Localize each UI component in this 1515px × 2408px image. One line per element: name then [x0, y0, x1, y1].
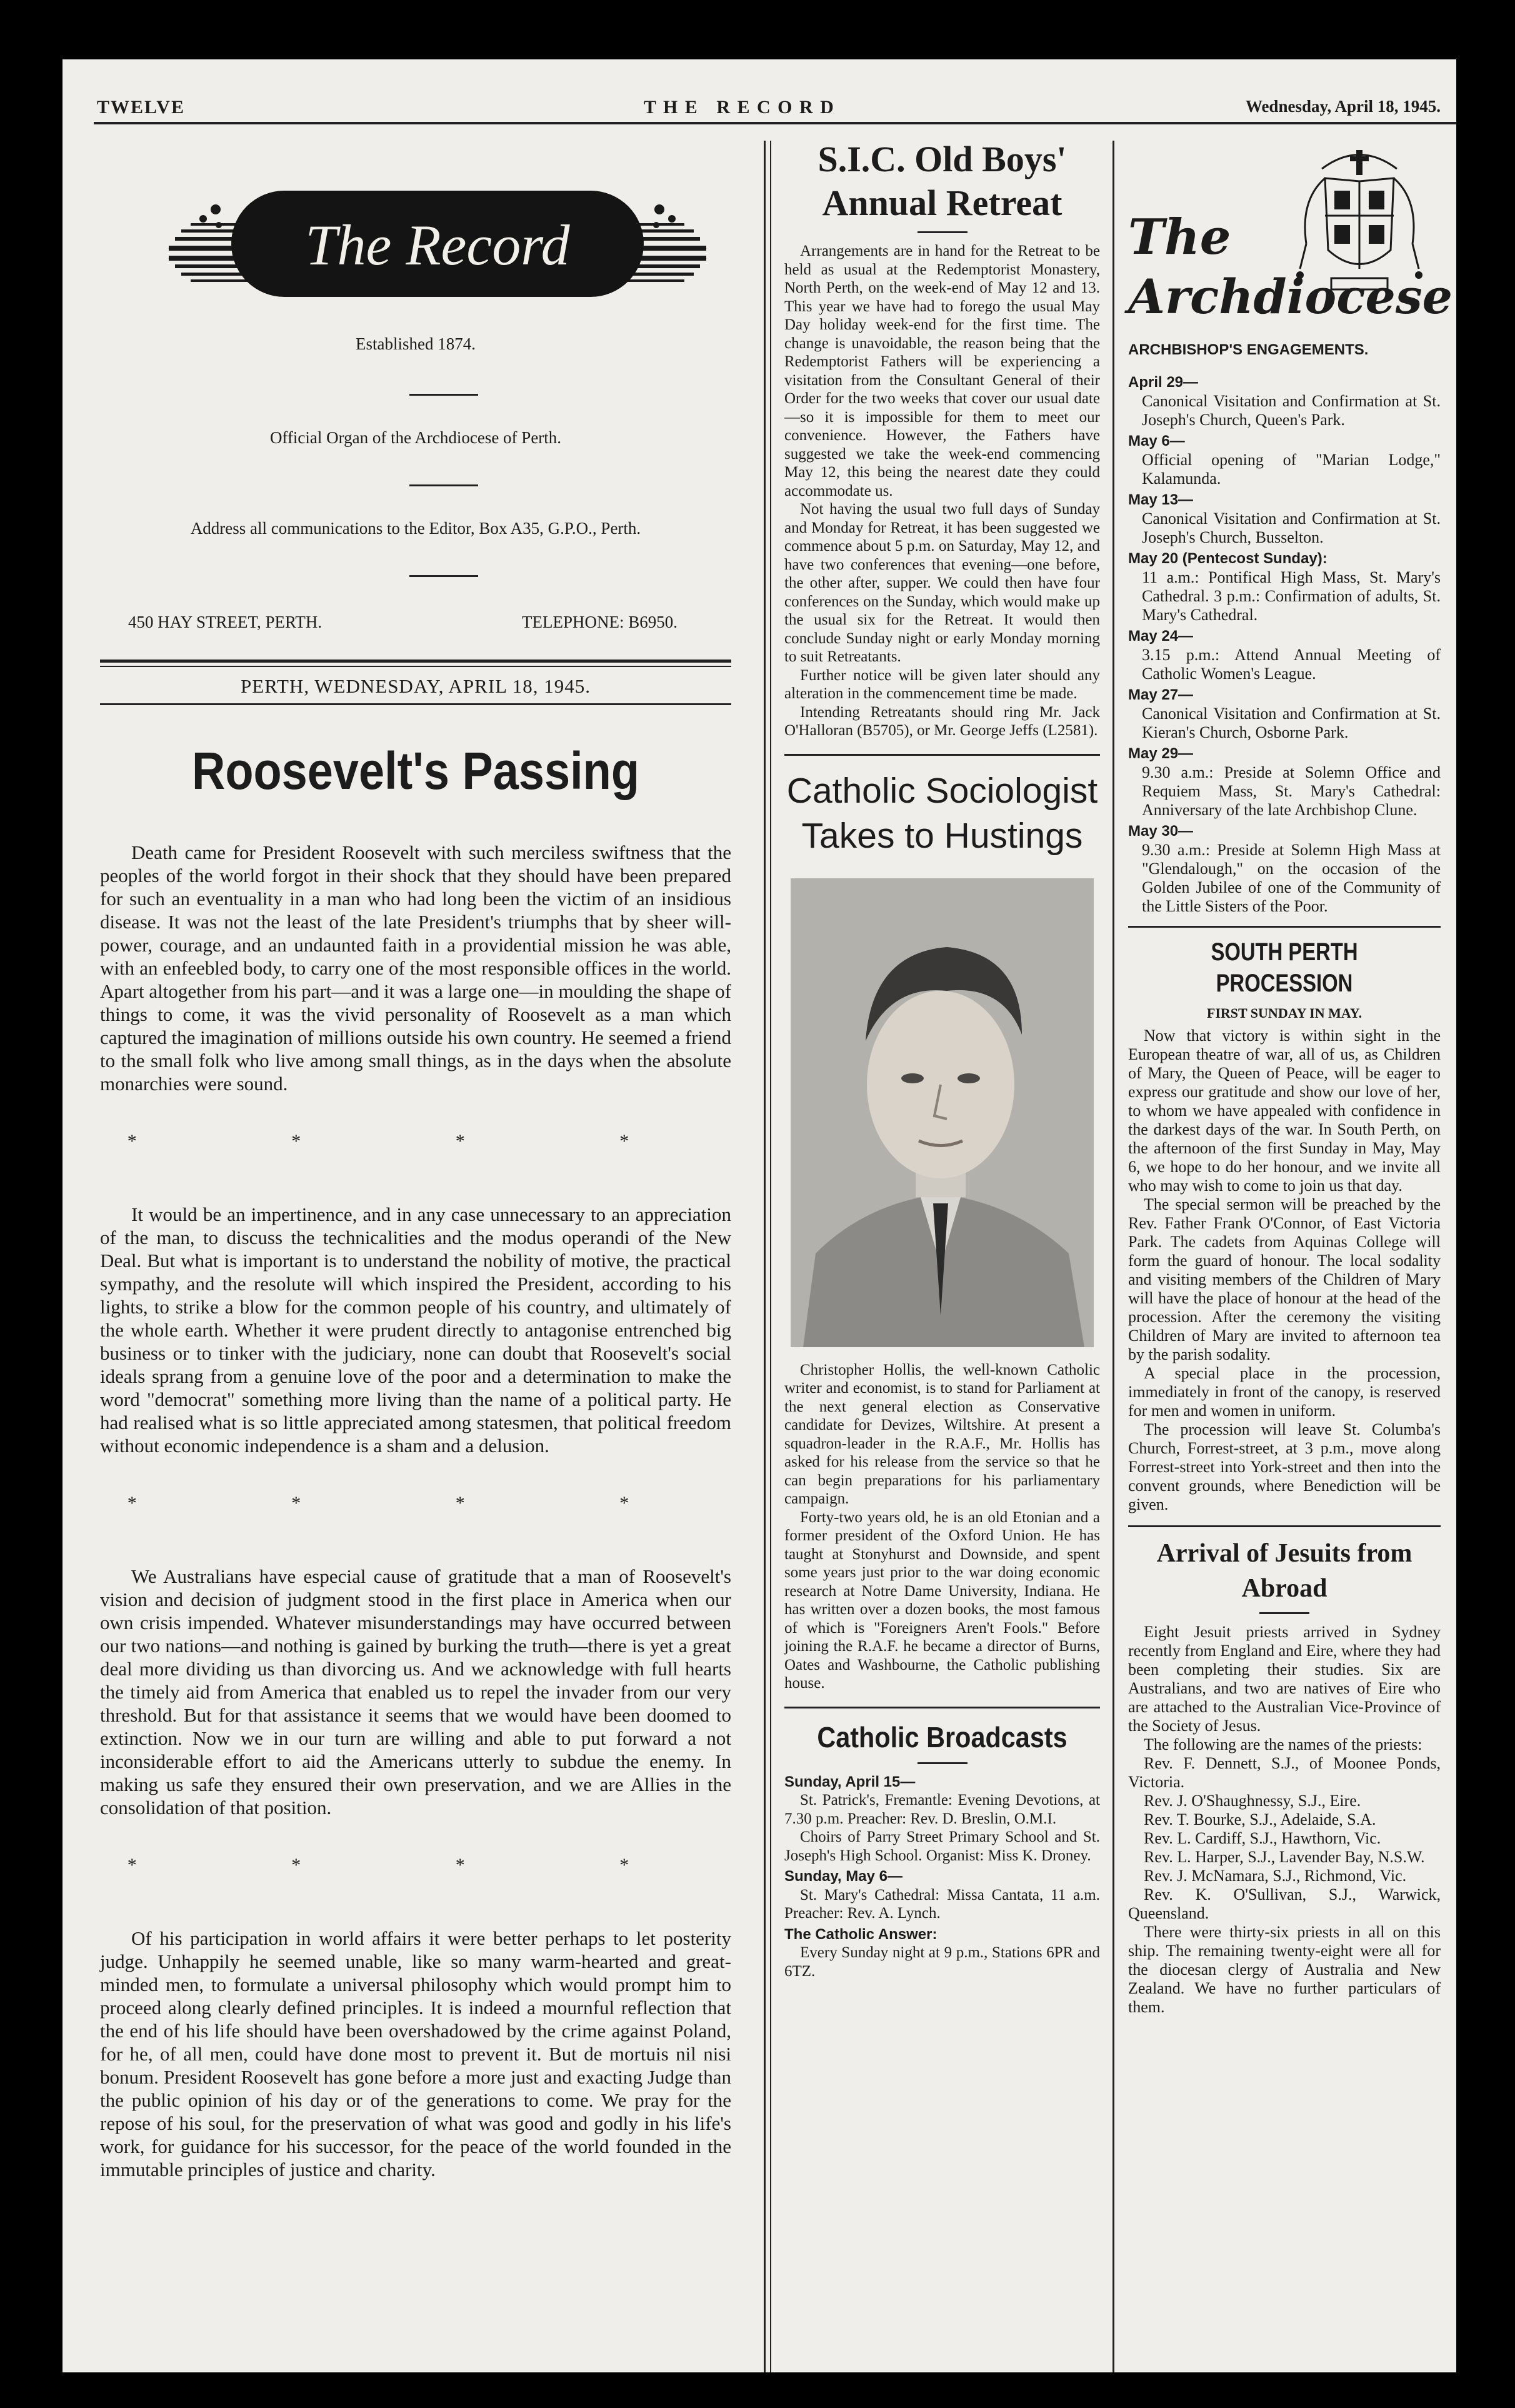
- street-address: 450 HAY STREET, PERTH.: [128, 613, 322, 631]
- masthead-logo-text: The Record: [305, 213, 570, 277]
- editorial-paragraph: Death came for President Roosevelt with such merciless swiftness that the peoples of the world forgot in their shock that they should have been prepared for such an eventuality in a man who had long been the victim of an insidious disease. It was not the least of the late President's triumphs that by sheer will-power, courage, and an undaunted faith in a providential mission he was able, with an enfeebled body, to carry one of the most responsible offices in the world. Apart altogether from his part—and it was a large one—in moulding the shape of things to come, it was the vivid personality of Roosevelt as a man which captured the imagination of millions outside his own country. He seemed a friend to the small folk who live among small things, as in the days when the absolute monarchies were sound.: [100, 841, 731, 1095]
- editorial-paragraph: We Australians have especial cause of gratitude that a man of Roosevelt's vision and decision of judgment stood in the first place in America when our own crisis impended. Whatever misunderstandings may have occurred between our two nations—and nothing is gained by burking the truth—there is yet a great deal more dividing us than divorcing us. And we acknowledge with full hearts the timely aid from America that enabled us to repel the invader from our very threshold. But for that assistance it seems that we would have been doomed to extinction. Now we in our turn are willing and able to put forward a not inconsiderable effort to aid the Americans utterly to subdue the enemy. In making us safe they ensured their own preservation, and we are Allies in the consolidation of that position.: [100, 1565, 731, 1819]
- column-rule-1b: [770, 141, 771, 2372]
- section-stars: * * * *: [127, 1493, 704, 1513]
- editorial-paragraph: It would be an impertinence, and in any case unnecessary to an appreciation of the man, to discuss the technicalities and the modus operandi of the New Deal. But what is important is to understand the nobility of motive, the practical sympathy, and the resolute will which inspired the President, according to his lights, to strike a blow for the common people of his country, and ultimately of the whole earth. Whether it were prudent directly to antagonise entrenched big business or to tinker with the judiciary, none can doubt that Roosevelt's social ideals sprang from a genuine love of the poor and a determination to make the word "democrat" something more living than the name of a political party. He had realised what is so little appreciated among statesmen, that political freedom without economic independence is a sham and a delusion.: [100, 1203, 731, 1457]
- retreat-paragraph: Further notice will be given later should any alteration in the commencement time be made.: [784, 666, 1100, 702]
- editorial-paragraph: Of his participation in world affairs it were better perhaps to let posterity judge. Unhappily he seemed unable, like so many warm-hearted and great-minded men, to formulate a universal philosophy which would prompt him to proceed along clearly defined principles. It is indeed a mournful reflection that the end of his life should have been overshadowed by the crime against Poland, for he, of all men, could have done most to prevent it. But de mortuis nil nisi bonum. President Roosevelt has gone before a more just and exacting Judge than the public opinion of his day or of the generations to come. We pray for the repose of his soul, for the preservation of what was good and godly in his life's work, for guidance for his successor, for the peace of the world founded in the immutable principles of justice and charity.: [100, 1927, 731, 2180]
- retreat-rule: [918, 231, 968, 233]
- broadcast-text: Choirs of Parry Street Primary School and St. Joseph's High School. Organist: Miss K. Droney.: [784, 1829, 1100, 1864]
- engagement-date: April 29—: [1128, 374, 1199, 391]
- broadcasts-headline: Catholic Broadcasts: [817, 1720, 1068, 1753]
- section-stars: * * * *: [127, 1131, 704, 1151]
- jesuit-name: Rev. J. O'Shaughnessy, S.J., Eire.: [1144, 1792, 1361, 1810]
- procession-paragraph: The special sermon will be preached by the Rev. Father Frank O'Connor, of East Victoria Park. The cadets from Aquinas College will form the guard of honour. The local sodality and visiting members of the Children of Mary will have the place of honour at the head of the procession. After the ceremony the visiting Children of Mary are invited to afternoon tea by the parish sodality.: [1128, 1195, 1441, 1363]
- portrait-photo: [791, 878, 1094, 1347]
- sociologist-headline-2: Takes to Hustings: [801, 815, 1083, 856]
- dateline-rule-top-2: [100, 666, 731, 667]
- retreat-paragraph: Intending Retreatants should ring Mr. Jack O'Halloran (B5705), or Mr. George Jeffs (L2581).: [784, 703, 1100, 739]
- procession-paragraph: A special place in the procession, immediately in front of the canopy, is reserved for men and women in uniform.: [1128, 1364, 1441, 1420]
- telephone: TELEPHONE: B6950.: [522, 613, 678, 631]
- jesuits-names-intro: The following are the names of the priests:: [1144, 1735, 1422, 1753]
- procession-paragraph: The procession will leave St. Columba's Church, Forrest-street, at 3 p.m., move along Forrest-street into York-street and then into the convent grounds, where Benediction will be given.: [1128, 1420, 1441, 1513]
- masthead-rule-1: [409, 394, 478, 396]
- editorial-body: [100, 841, 731, 2186]
- engagement-text: 9.30 a.m.: Preside at Solemn High Mass at "Glendalough," on the occasion of the Golden Jubilee of one of the Community of the Little Sisters of the Poor.: [1142, 841, 1441, 915]
- engagement-date: May 30—: [1128, 823, 1194, 840]
- archdiocese-title-1: The: [1128, 209, 1231, 266]
- procession-headline: SOUTH PERTH PROCESSION: [1211, 938, 1358, 997]
- jesuit-name: Rev. K. O'Sullivan, S.J., Warwick, Queensland.: [1128, 1885, 1441, 1922]
- masthead-rule-3: [409, 575, 478, 577]
- jesuit-name: Rev. L. Cardiff, S.J., Hawthorn, Vic.: [1144, 1829, 1381, 1847]
- retreat-paragraph: Arrangements are in hand for the Retreat to be held as usual at the Redemptorist Monastery, North Perth, on the week-end of May 12 and 13. This year we have had to forego the usual May Day holiday week-end for the first time. The change is unavoidable, the reason being that the Redemptorist Fathers will be experiencing a visitation from the Consultant General of their Order for the two weeks that cover our usual date—so it is impossible for them to meet our convenience. However, the Fathers have suggested we take the week-end commencing May 12, this being the nearest date they could accommodate us.: [784, 243, 1100, 499]
- broadcast-heading: The Catholic Answer:: [784, 1925, 938, 1943]
- section-rule: [784, 754, 1100, 756]
- column-rule-1: [764, 141, 766, 2372]
- engagement-list: [1128, 373, 1441, 916]
- paper-name: T H E R E C O R D: [644, 97, 835, 118]
- broadcast-item: [784, 1773, 1100, 1981]
- established: Established 1874.: [356, 334, 476, 353]
- editorial-headline: Roosevelt's Passing: [191, 741, 639, 800]
- jesuits-headline-2: Abroad: [1241, 1574, 1328, 1603]
- page-label: TWELVE: [97, 97, 185, 118]
- procession-subhead: FIRST SUNDAY IN MAY.: [1206, 1005, 1362, 1021]
- jesuits-rule: [1259, 1612, 1309, 1614]
- header-date: Wednesday, April 18, 1945.: [1245, 97, 1441, 116]
- jesuits-headline-1: Arrival of Jesuits from: [1156, 1539, 1412, 1568]
- engagement-date: May 27—: [1128, 686, 1194, 703]
- retreat-headline-1: S.I.C. Old Boys': [818, 139, 1067, 179]
- engagement-date: May 13—: [1128, 491, 1194, 508]
- jesuit-name: Rev. J. McNamara, S.J., Richmond, Vic.: [1144, 1867, 1407, 1885]
- dateline-rule-bottom: [100, 703, 731, 705]
- sociologist-paragraph: Christopher Hollis, the well-known Catholic writer and economist, is to stand for Parliament at the next general election as Conservative candidate for Devizes, Wiltshire. At present a squadron-leader in the R.A.F., Mr. Hollis has asked for his release from the service so that he can begin preparations for his parliamentary campaign.: [784, 1361, 1100, 1507]
- broadcast-text: St. Mary's Cathedral: Missa Cantata, 11 a.m. Preacher: Rev. A. Lynch.: [784, 1886, 1100, 1922]
- section-rule: [784, 1707, 1100, 1708]
- broadcast-text: St. Patrick's, Fremantle: Evening Devotions, at 7.30 p.m. Preacher: Rev. D. Breslin, O.M.I.: [784, 1792, 1100, 1827]
- engagement-date: May 20 (Pentecost Sunday):: [1128, 550, 1328, 567]
- retreat-headline-2: Annual Retreat: [822, 183, 1062, 223]
- engagement-text: 9.30 a.m.: Preside at Solemn Office and Requiem Mass, St. Mary's Cathedral: Anniversary of the late Archbishop Clune.: [1142, 763, 1441, 819]
- section-rule: [1128, 926, 1441, 928]
- jesuit-name: Rev. T. Bourke, S.J., Adelaide, S.A.: [1144, 1810, 1376, 1829]
- broadcast-heading: Sunday, May 6—: [784, 1868, 902, 1885]
- jesuits-closing: There were thirty-six priests in all on this ship. The remaining twenty-eight were all for the diocesan clergy of Australia and New Zealand. We have no further particulars of them.: [1128, 1923, 1441, 2016]
- engagement-date: May 29—: [1128, 745, 1194, 762]
- engagement-text: 11 a.m.: Pontifical High Mass, St. Mary's Cathedral. 3 p.m.: Confirmation of adults, St. Mary's Cathedral.: [1142, 568, 1441, 624]
- portrait-illustration: [791, 878, 1094, 1347]
- sociologist-paragraph: Forty-two years old, he is an old Etonian and a former president of the Oxford Union. He has taught at Stonyhurst and Downside, and spent some years just prior to the war doing economic research at Notre Dame University, Indiana. He has written over a dozen books, the most famous of which is "Foreigners Aren't Fools." Before joining the R.A.F. he became a director of Burns, Oates and Washbourne, the Catholic publishing house.: [784, 1508, 1100, 1692]
- masthead-rule-2: [409, 484, 478, 486]
- engagement-date: May 24—: [1128, 628, 1194, 645]
- masthead: [156, 153, 719, 309]
- engagement-text: Official opening of "Marian Lodge," Kalamunda.: [1142, 451, 1441, 488]
- section-stars: * * * *: [127, 1855, 704, 1875]
- middle-column: [784, 138, 1100, 1980]
- official-organ: Official Organ of the Archdiocese of Perth.: [269, 428, 562, 447]
- address-note: Address all communications to the Editor, Box A35, G.P.O., Perth.: [190, 519, 641, 538]
- header-rule: [94, 122, 1456, 124]
- engagement-text: Canonical Visitation and Confirmation at St. Joseph's Church, Queen's Park.: [1142, 392, 1441, 429]
- section-rule: [1128, 1525, 1441, 1527]
- procession-paragraph: Now that victory is within sight in the European theatre of war, all of us, as Children of Mary, the Queen of Peace, will be eager to express our gratitude and show our love of her, to whom we have appealed with confidence in the darkest days of the war. In South Perth, on the afternoon of the first Sunday in May, May 6, we hope to do her honour, and we invite all who may wish to come to join us that day.: [1128, 1026, 1441, 1195]
- jesuit-name: Rev. L. Harper, S.J., Lavender Bay, N.S.W.: [1144, 1848, 1425, 1866]
- right-column: [1128, 209, 1453, 2017]
- engagement-text: 3.15 p.m.: Attend Annual Meeting of Catholic Women's League.: [1142, 646, 1441, 683]
- archdiocese-title-2: Archdiocese: [1128, 269, 1453, 324]
- engagements-heading: ARCHBISHOP'S ENGAGEMENTS.: [1128, 341, 1369, 358]
- broadcasts-rule: [918, 1762, 968, 1764]
- jesuits-intro: Eight Jesuit priests arrived in Sydney recently from England and Eire, where they had been completing their studies. Six are Australians, and two are natives of Eire who are attached to the Australian Vice-Province of the Society of Jesus.: [1128, 1623, 1441, 1735]
- retreat-paragraph: Not having the usual two full days of Sunday and Monday for Retreat, it has been suggested we commence about 5 p.m. on Saturday, May 12, and have two conferences that evening—one before, the other after, supper. We could then have four conferences on the Sunday, which would make up the usual six for the Retreat. It would then conclude Sunday night or early Monday morning to suit Retreatants.: [784, 501, 1100, 665]
- broadcast-heading: Sunday, April 15—: [784, 1773, 916, 1790]
- sociologist-headline-1: Catholic Sociologist: [786, 770, 1098, 811]
- engagement-date: May 6—: [1128, 433, 1185, 449]
- engagement-text: Canonical Visitation and Confirmation at St. Joseph's Church, Busselton.: [1142, 509, 1441, 546]
- broadcast-text: Every Sunday night at 9 p.m., Stations 6PR and 6TZ.: [784, 1944, 1100, 1980]
- newspaper-page: [62, 59, 1456, 2372]
- column-rule-2: [1112, 141, 1114, 2372]
- jesuit-name: Rev. F. Dennett, S.J., of Moonee Ponds, Victoria.: [1128, 1754, 1441, 1791]
- dateline-rule-top: [100, 660, 731, 663]
- dateline: PERTH, WEDNESDAY, APRIL 18, 1945.: [241, 675, 591, 697]
- engagement-text: Canonical Visitation and Confirmation at St. Kieran's Church, Osborne Park.: [1142, 705, 1441, 741]
